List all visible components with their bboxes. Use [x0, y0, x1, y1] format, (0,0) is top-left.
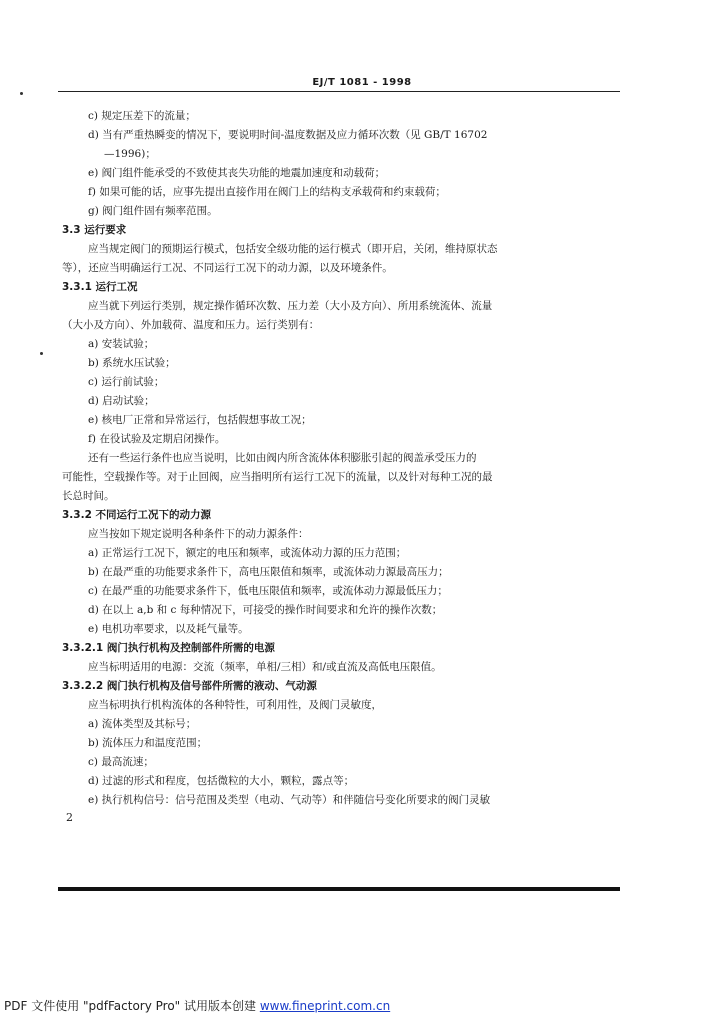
- text-line: d) 启动试验；: [88, 395, 155, 407]
- text-line: 应当就下列运行类别，规定操作循环次数、压力差（大小及方向）、所用系统流体、流量: [88, 300, 493, 312]
- text-line: e) 阀门组件能承受的不致使其丧失功能的地震加速度和动载荷；: [88, 167, 386, 179]
- text-line: c) 最高流速；: [88, 756, 154, 768]
- text-line: b) 流体压力和温度范围；: [88, 737, 208, 749]
- text-line: a) 流体类型及其标号；: [88, 718, 197, 730]
- text-line: b) 系统水压试验；: [88, 357, 176, 369]
- margin-dot: [40, 352, 43, 355]
- text-line: a) 正常运行工况下，额定的电压和频率，或流体动力源的压力范围；: [88, 547, 407, 559]
- page-number: 2: [66, 811, 73, 824]
- text-line: b) 在最严重的功能要求条件下，高电压限值和频率，或流体动力源最高压力；: [88, 566, 449, 578]
- text-line: —1996)；: [104, 148, 156, 160]
- text-line: e) 核电厂正常和异常运行，包括假想事故工况；: [88, 414, 312, 426]
- pdf-footer: [4, 997, 390, 1014]
- section-heading: 3.3.2.2 阀门执行机构及信号部件所需的液动、气动源: [62, 680, 317, 692]
- text-line: 可能性，空载操作等。对于止回阀，应当指明所有运行工况下的流量，以及针对每种工况的最: [62, 471, 493, 483]
- margin-dot: [20, 92, 23, 95]
- text-line: 应当标明执行机构流体的各种特性，可利用性，及阀门灵敏度，: [88, 699, 382, 711]
- text-line: c) 在最严重的功能要求条件下，低电压限值和频率，或流体动力源最低压力；: [88, 585, 448, 597]
- text-line: c) 规定压差下的流量；: [88, 110, 196, 122]
- text-line: 还有一些运行条件也应当说明，比如由阀内所含流体体积膨胀引起的阀盖承受压力的: [88, 452, 477, 464]
- section-heading: 3.3.1 运行工况: [62, 281, 138, 293]
- text-line: 应当按如下规定说明各种条件下的动力源条件：: [88, 528, 309, 540]
- document-header: EJ/T 1081 - 1998: [312, 77, 412, 88]
- footer-rule: [58, 887, 620, 891]
- text-line: 应当规定阀门的预期运行模式，包括安全级功能的运行模式（即开启，关闭，维持原状态: [88, 243, 498, 255]
- footer-link[interactable]: www.fineprint.com.cn: [259, 999, 391, 1013]
- text-line: g) 阀门组件固有频率范围。: [88, 205, 218, 217]
- text-line: e) 执行机构信号：信号范围及类型（电动、气动等）和伴随信号变化所要求的阀门灵敏: [88, 794, 491, 806]
- text-line: a) 安装试验；: [88, 338, 155, 350]
- text-line: （大小及方向）、外加载荷、温度和压力。运行类别有：: [62, 319, 320, 331]
- text-line: d) 当有严重热瞬变的情况下，要说明时间-温度数据及应力循环次数（见 GB/T 16702: [88, 129, 488, 141]
- text-line: d) 过滤的形式和程度，包括微粒的大小，颗粒，露点等；: [88, 775, 355, 787]
- section-heading: 3.3 运行要求: [62, 224, 127, 236]
- text-line: 等），还应当明确运行工况、不同运行工况下的动力源，以及环境条件。: [62, 262, 393, 274]
- section-heading: 3.3.2 不同运行工况下的动力源: [62, 509, 212, 521]
- text-line: e) 电机功率要求，以及耗气量等。: [88, 623, 249, 635]
- text-line: d) 在以上 a,b 和 c 每种情况下，可接受的操作时间要求和允许的操作次数；: [88, 604, 443, 616]
- header-rule: [58, 91, 620, 92]
- text-line: 长总时间。: [62, 490, 115, 502]
- section-heading: 3.3.2.1 阀门执行机构及控制部件所需的电源: [62, 642, 275, 654]
- text-line: f) 如果可能的话，应事先提出直接作用在阀门上的结构支承载荷和约束载荷；: [88, 186, 446, 198]
- text-line: 应当标明适用的电源：交流（频率，单相/三相）和/或直流及高低电压限值。: [88, 661, 442, 673]
- text-line: c) 运行前试验；: [88, 376, 165, 388]
- text-line: f) 在役试验及定期启闭操作。: [88, 433, 226, 445]
- footer-text: PDF 文件使用 "pdfFactory Pro" 试用版本创建: [4, 999, 260, 1013]
